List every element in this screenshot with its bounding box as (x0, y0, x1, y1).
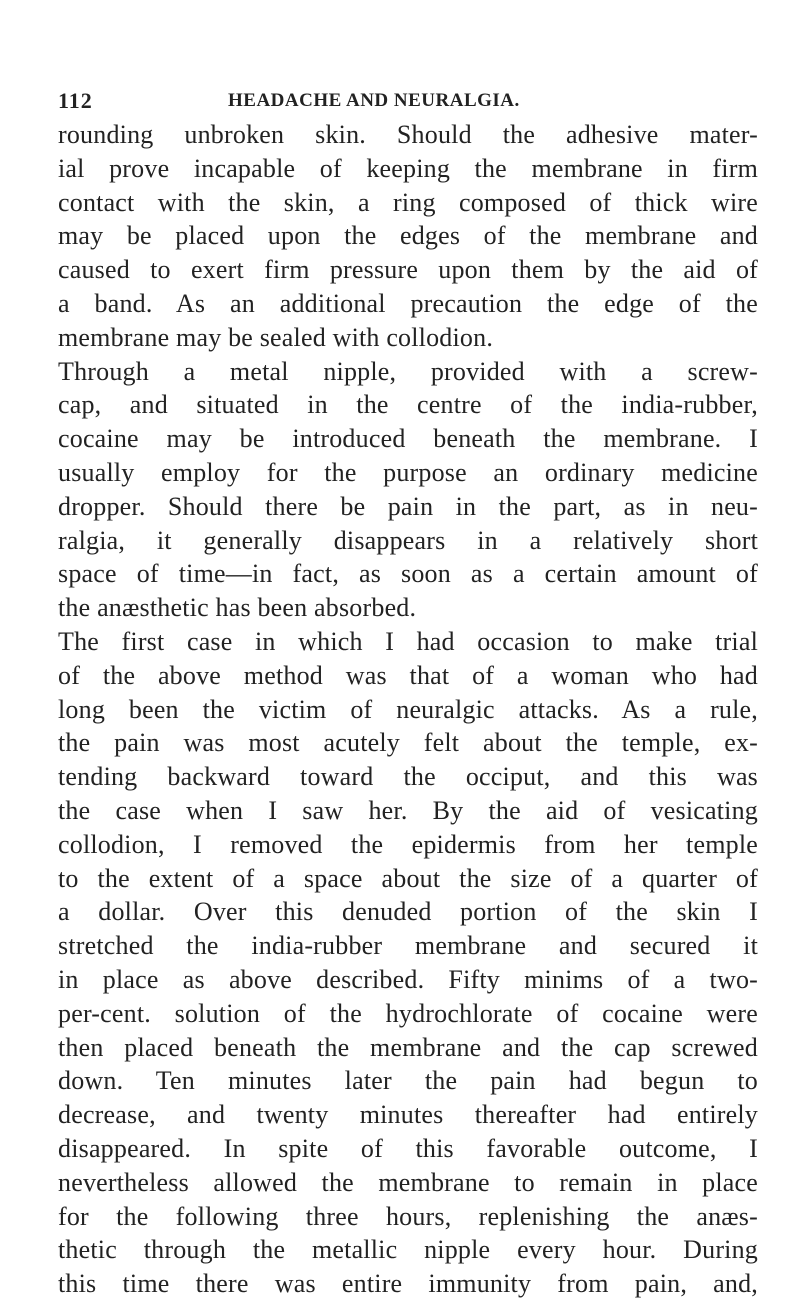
text-line: space of time—in fact, as soon as a certain amount of (58, 559, 758, 589)
text-line: stretched the india-rubber membrane and secured it (58, 931, 758, 961)
text-line: decrease, and twenty minutes thereafter had entirely (58, 1100, 758, 1130)
text-line: membrane may be sealed with collodion. (58, 322, 494, 352)
text-line: tending backward toward the occiput, and this was (58, 762, 758, 792)
text-line: per-cent. solution of the hydrochlorate of cocaine were (58, 998, 758, 1028)
text-line: of the above method was that of a woman who had (58, 660, 758, 690)
text-line: contact with the skin, a ring composed of thick wire (58, 187, 758, 217)
text-line: collodion, I removed the epidermis from her temple (58, 829, 758, 859)
text-line: in place as above described. Fifty minims of a two- (58, 964, 758, 994)
text-line: down. Ten minutes later the pain had begun to (58, 1066, 758, 1096)
running-head (58, 84, 758, 118)
text-line: cocaine may be introduced beneath the membrane. I (58, 424, 758, 454)
text-line: disappeared. In spite of this favorable outcome, I (58, 1133, 758, 1163)
text-line: then placed beneath the membrane and the cap screwed (58, 1032, 758, 1062)
text-line: the case when I saw her. By the aid of vesicating (58, 795, 758, 825)
text-line: thetic through the metallic nipple every hour. During (58, 1235, 758, 1265)
text-line: caused to exert firm pressure upon them by the aid of (58, 255, 758, 285)
text-line: the anæsthetic has been absorbed. (58, 593, 417, 623)
text-line: usually employ for the purpose an ordinary medicine (58, 457, 758, 487)
text-line: The first case in which I had occasion to make trial (58, 626, 758, 656)
body-text (58, 118, 758, 1301)
text-line: this time there was entire immunity from pain, and, (58, 1269, 758, 1299)
text-line: to the extent of a space about the size of a quarter of (58, 863, 758, 893)
text-line: rounding unbroken skin. Should the adhesive mater- (58, 120, 758, 149)
text-line: may be placed upon the edges of the membrane and (58, 221, 758, 251)
text-line: dropper. Should there be pain in the part, as in neu- (58, 491, 758, 521)
text-line: ial prove incapable of keeping the membrane in firm (58, 153, 758, 183)
book-title: HEADACHE AND NEURALGIA. (228, 90, 520, 111)
text-line: cap, and situated in the centre of the india-rubber, (58, 390, 758, 420)
text-line: nevertheless allowed the membrane to remain in place (58, 1167, 758, 1197)
text-line: the pain was most acutely felt about the temple, ex- (58, 728, 758, 758)
text-line: Through a metal nipple, provided with a screw- (58, 356, 758, 386)
text-line: long been the victim of neuralgic attacks. As a rule, (58, 694, 758, 724)
text-line: for the following three hours, replenishing the anæs- (58, 1201, 758, 1231)
text-line: a dollar. Over this denuded portion of the skin I (58, 897, 758, 927)
page-number: 112 (58, 88, 93, 113)
text-line: ralgia, it generally disappears in a relatively short (58, 525, 758, 555)
text-line: a band. As an additional precaution the edge of the (58, 288, 758, 318)
